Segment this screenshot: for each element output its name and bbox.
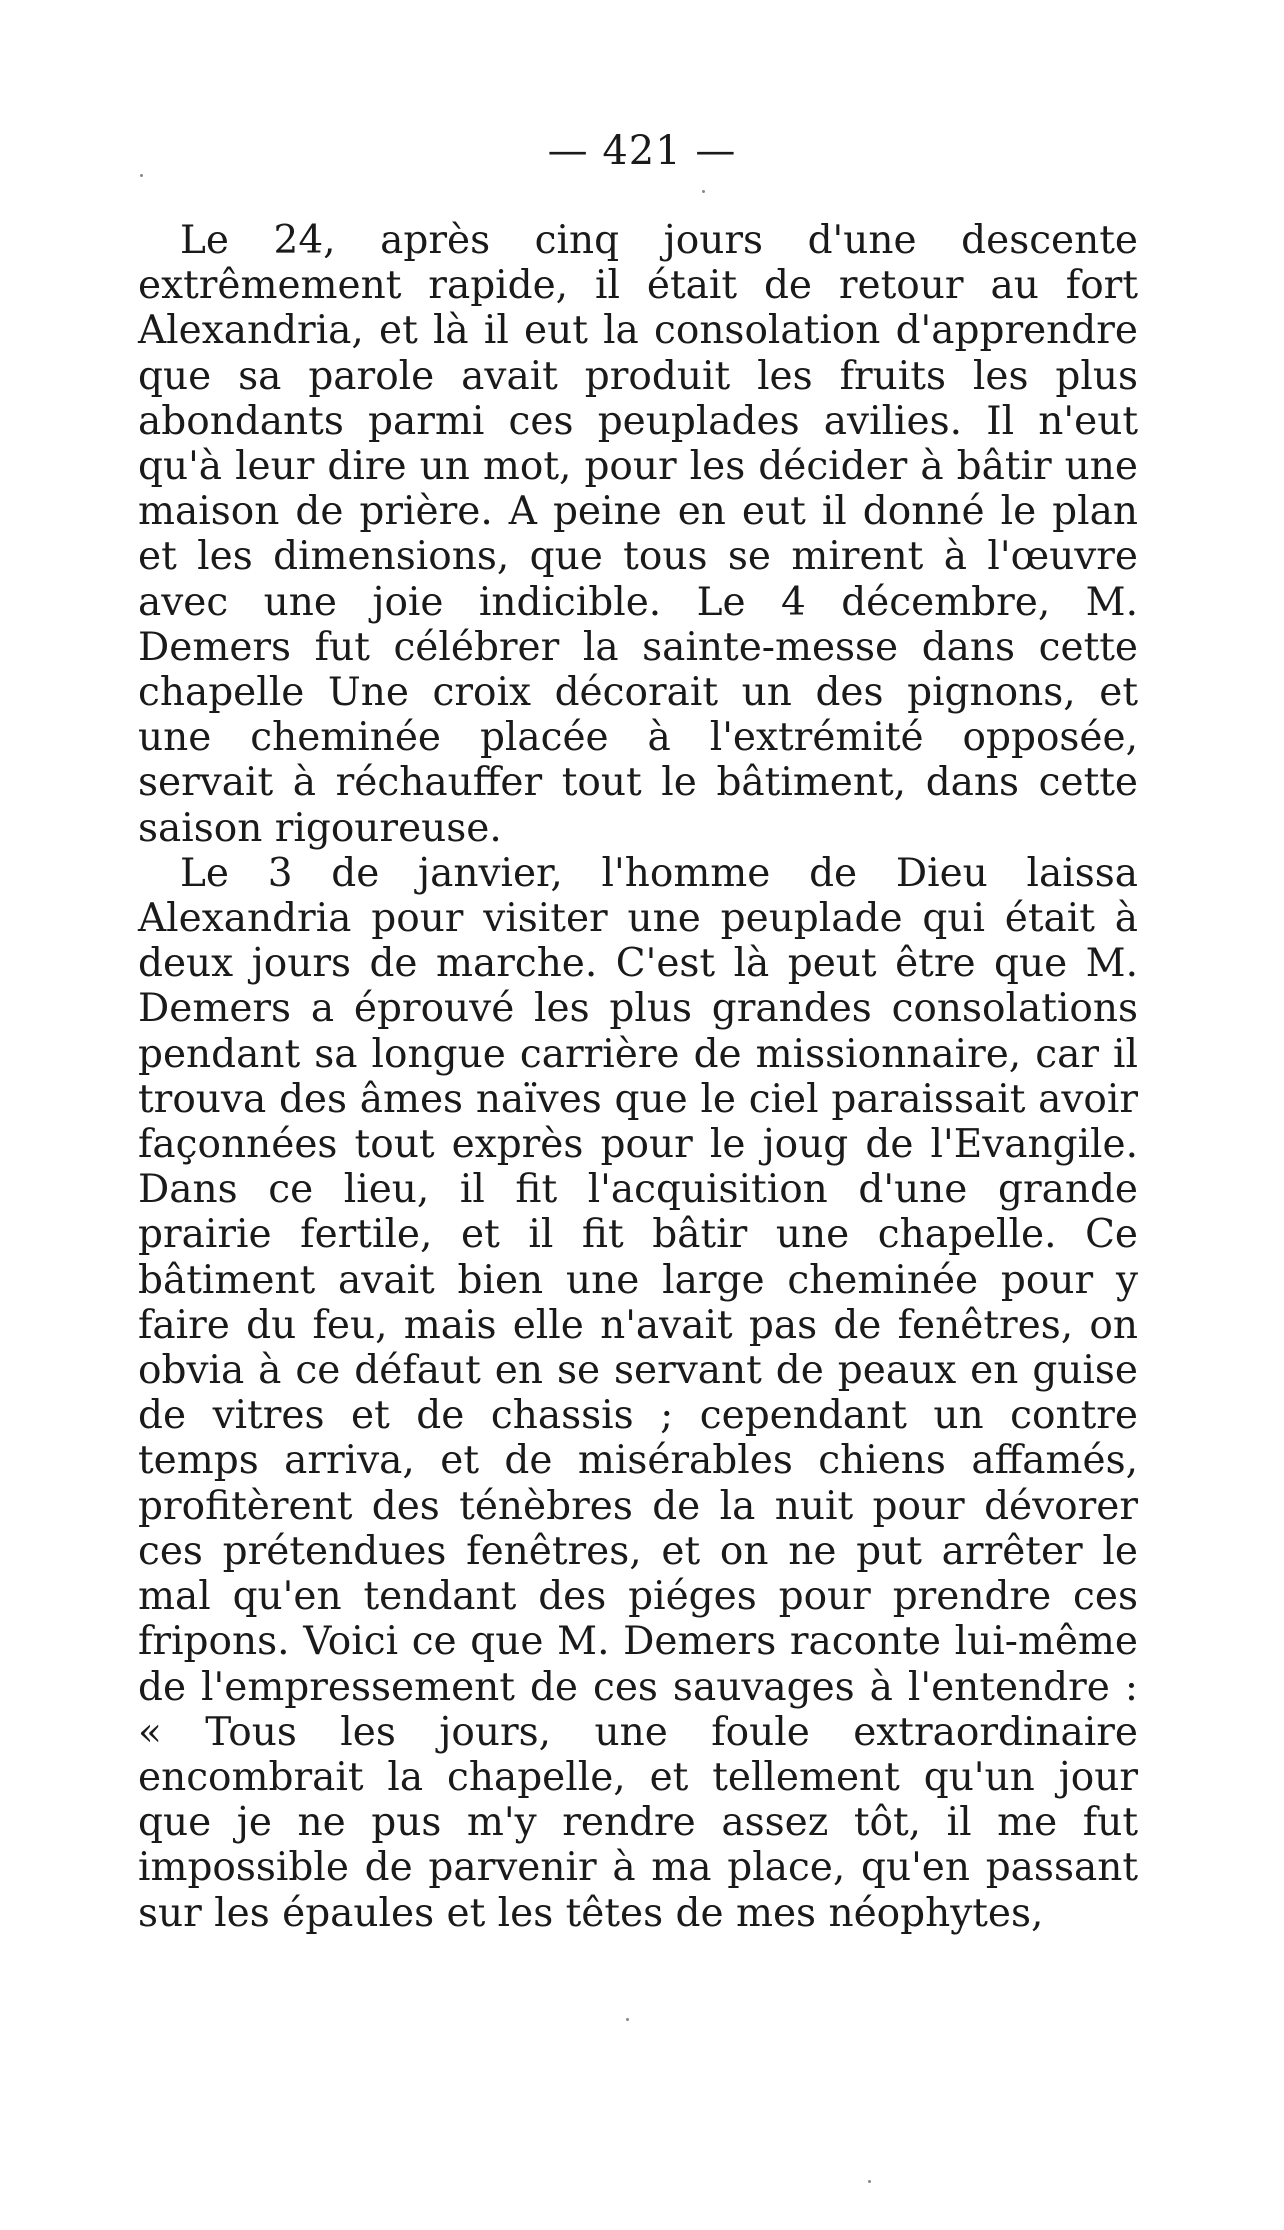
print-speck — [868, 2180, 871, 2183]
paragraph-2: Le 3 de janvier, l'homme de Dieu laissa Alexandria pour visiter une peuplade qui était à deux jours de marche. C'est là peut être que M. Demers a éprouvé les plus grandes consolations pendant sa longue carrière de missionnaire, car il trouva des âmes naïves que le ciel paraissait avoir façonnées tout exprès pour le joug de l'Evangile. Dans ce lieu, il fit l'acquisition d'une grande prairie fertile, et il fit bâtir une chapelle. Ce bâtiment avait bien une large cheminée pour y faire du feu, mais elle n'avait pas de fenêtres, on obvia à ce défaut en se servant de peaux en guise de vitres et de chassis ; cependant un contre temps arriva, et de misérables chiens affamés, profitèrent des ténèbres de la nuit pour dévorer ces prétendues fenêtres, et on ne put arrêter le mal qu'en tendant des piéges pour prendre ces fripons. Voici ce que M. Demers raconte lui-même de l'empressement de ces sauvages à l'entendre : « Tous les jours, une foule extraordinaire encombrait la chapelle, et tellement qu'un jour que je ne pus m'y rendre assez tôt, il me fut impossible de parvenir à ma place, qu'en passant sur les épaules et les têtes de mes néophytes, — [138, 850, 1138, 1936]
print-speck — [702, 190, 705, 193]
print-speck — [626, 2018, 629, 2021]
page-number: — 421 — — [547, 128, 737, 174]
body-text — [138, 218, 1138, 1936]
paragraph-1: Le 24, après cinq jours d'une descente extrêmement rapide, il était de retour au fort Alexandria, et là il eut la consolation d'apprendre que sa parole avait produit les fruits les plus abondants parmi ces peuplades avilies. Il n'eut qu'à leur dire un mot, pour les décider à bâtir une maison de prière. A peine en eut il donné le plan et les dimensions, que tous se mirent à l'œuvre avec une joie indicible. Le 4 décembre, M. Demers fut célébrer la sainte-messe dans cette chapelle Une croix décorait un des pignons, et une cheminée placée à l'extrémité opposée, servait à réchauffer tout le bâtiment, dans cette saison rigoureuse. — [138, 218, 1138, 851]
print-speck — [140, 174, 143, 177]
